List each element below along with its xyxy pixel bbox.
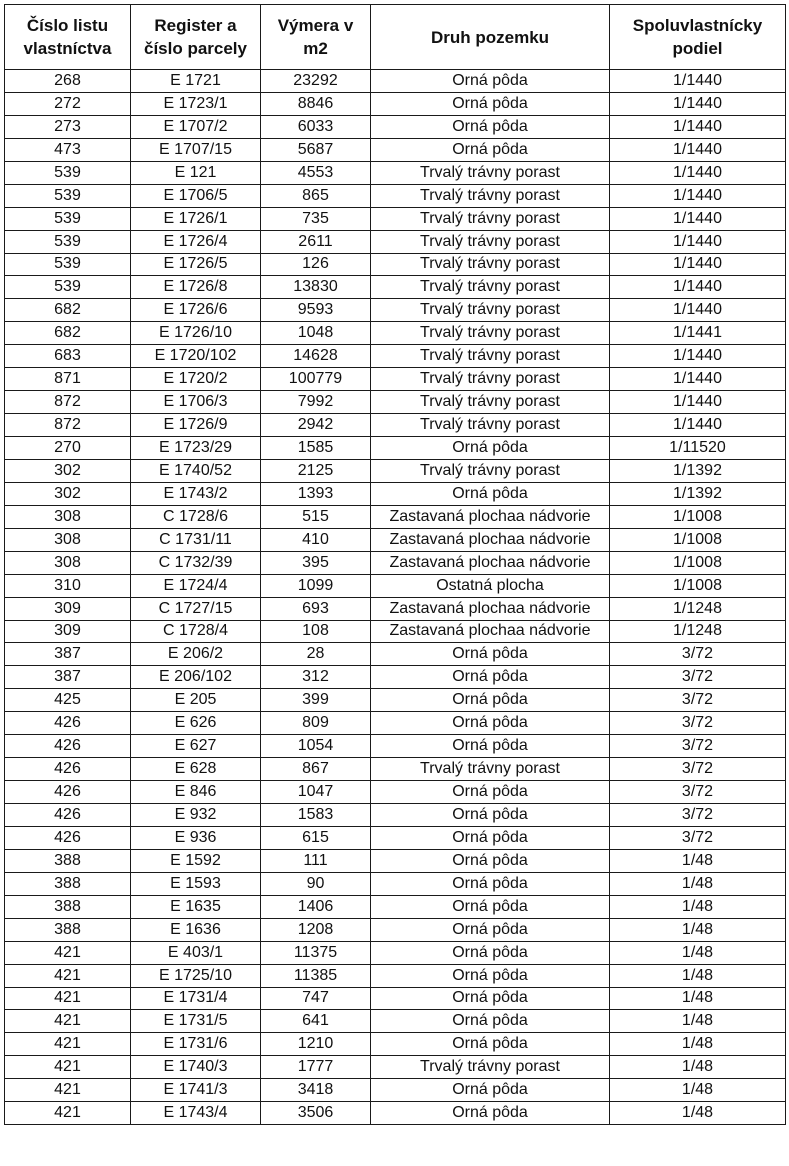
cell-ownership-sheet-number: 309 [5, 597, 131, 620]
cell-area-m2: 1777 [261, 1056, 371, 1079]
cell-land-type: Orná pôda [371, 895, 610, 918]
table-row [5, 70, 786, 93]
cell-co-ownership-share: 3/72 [610, 712, 786, 735]
cell-register-parcel-number: E 205 [131, 689, 261, 712]
cell-ownership-sheet-number: 539 [5, 207, 131, 230]
cell-land-type: Orná pôda [371, 92, 610, 115]
cell-register-parcel-number: C 1731/11 [131, 528, 261, 551]
table-header [5, 5, 786, 70]
cell-area-m2: 1048 [261, 322, 371, 345]
table-row [5, 207, 786, 230]
cell-register-parcel-number: E 1740/52 [131, 459, 261, 482]
cell-land-type: Trvalý trávny porast [371, 758, 610, 781]
cell-co-ownership-share: 1/1441 [610, 322, 786, 345]
cell-register-parcel-number: E 1726/9 [131, 414, 261, 437]
cell-register-parcel-number: E 1635 [131, 895, 261, 918]
cell-co-ownership-share: 1/1008 [610, 574, 786, 597]
cell-register-parcel-number: E 1723/1 [131, 92, 261, 115]
cell-area-m2: 6033 [261, 115, 371, 138]
cell-area-m2: 5687 [261, 138, 371, 161]
cell-register-parcel-number: E 1724/4 [131, 574, 261, 597]
cell-ownership-sheet-number: 872 [5, 414, 131, 437]
header-line: Spoluvlastnícky [632, 16, 763, 35]
cell-register-parcel-number: E 936 [131, 826, 261, 849]
cell-land-type: Orná pôda [371, 849, 610, 872]
table-row [5, 781, 786, 804]
cell-register-parcel-number: C 1728/4 [131, 620, 261, 643]
table-row [5, 437, 786, 460]
cell-register-parcel-number: E 1593 [131, 872, 261, 895]
cell-land-type: Zastavaná plochaa nádvorie [371, 597, 610, 620]
header-line: vlastníctva [23, 39, 112, 58]
cell-land-type: Orná pôda [371, 941, 610, 964]
cell-area-m2: 747 [261, 987, 371, 1010]
cell-land-type: Orná pôda [371, 1079, 610, 1102]
cell-co-ownership-share: 3/72 [610, 689, 786, 712]
cell-land-type: Zastavaná plochaa nádvorie [371, 528, 610, 551]
cell-land-type: Orná pôda [371, 918, 610, 941]
cell-co-ownership-share: 1/48 [610, 1010, 786, 1033]
table-row [5, 620, 786, 643]
table-row [5, 964, 786, 987]
table-row [5, 528, 786, 551]
cell-area-m2: 395 [261, 551, 371, 574]
cell-land-type: Orná pôda [371, 964, 610, 987]
cell-co-ownership-share: 1/48 [610, 872, 786, 895]
parcel-table-container [4, 4, 786, 1125]
cell-ownership-sheet-number: 682 [5, 322, 131, 345]
table-row [5, 138, 786, 161]
cell-register-parcel-number: E 1725/10 [131, 964, 261, 987]
table-row [5, 758, 786, 781]
table-row [5, 872, 786, 895]
parcel-ownership-table [4, 4, 786, 1125]
table-row [5, 804, 786, 827]
table-row [5, 666, 786, 689]
header-land-type [371, 5, 610, 70]
cell-register-parcel-number: E 1636 [131, 918, 261, 941]
table-row [5, 1102, 786, 1125]
cell-ownership-sheet-number: 308 [5, 551, 131, 574]
cell-register-parcel-number: E 627 [131, 735, 261, 758]
cell-register-parcel-number: E 1726/6 [131, 299, 261, 322]
cell-land-type: Zastavaná plochaa nádvorie [371, 620, 610, 643]
cell-ownership-sheet-number: 683 [5, 345, 131, 368]
cell-area-m2: 4553 [261, 161, 371, 184]
cell-land-type: Orná pôda [371, 437, 610, 460]
table-row [5, 895, 786, 918]
cell-co-ownership-share: 1/1440 [610, 368, 786, 391]
cell-co-ownership-share: 1/1440 [610, 115, 786, 138]
header-line: číslo parcely [143, 39, 247, 58]
cell-ownership-sheet-number: 387 [5, 643, 131, 666]
table-row [5, 941, 786, 964]
cell-area-m2: 111 [261, 849, 371, 872]
cell-land-type: Orná pôda [371, 804, 610, 827]
cell-register-parcel-number: E 1741/3 [131, 1079, 261, 1102]
cell-area-m2: 312 [261, 666, 371, 689]
cell-register-parcel-number: E 1740/3 [131, 1056, 261, 1079]
cell-ownership-sheet-number: 387 [5, 666, 131, 689]
header-area-m2 [261, 5, 371, 70]
cell-register-parcel-number: E 1731/6 [131, 1033, 261, 1056]
header-co-ownership-share [610, 5, 786, 70]
cell-ownership-sheet-number: 426 [5, 781, 131, 804]
cell-land-type: Trvalý trávny porast [371, 391, 610, 414]
cell-area-m2: 399 [261, 689, 371, 712]
cell-ownership-sheet-number: 388 [5, 918, 131, 941]
cell-ownership-sheet-number: 308 [5, 528, 131, 551]
cell-co-ownership-share: 1/1440 [610, 70, 786, 93]
cell-land-type: Orná pôda [371, 712, 610, 735]
cell-ownership-sheet-number: 426 [5, 735, 131, 758]
cell-land-type: Trvalý trávny porast [371, 253, 610, 276]
cell-register-parcel-number: E 1723/29 [131, 437, 261, 460]
cell-register-parcel-number: E 1726/5 [131, 253, 261, 276]
cell-ownership-sheet-number: 473 [5, 138, 131, 161]
cell-area-m2: 90 [261, 872, 371, 895]
cell-ownership-sheet-number: 388 [5, 895, 131, 918]
cell-co-ownership-share: 1/1440 [610, 207, 786, 230]
cell-land-type: Orná pôda [371, 115, 610, 138]
table-row [5, 987, 786, 1010]
cell-co-ownership-share: 1/48 [610, 918, 786, 941]
cell-land-type: Orná pôda [371, 1010, 610, 1033]
cell-ownership-sheet-number: 539 [5, 184, 131, 207]
cell-ownership-sheet-number: 388 [5, 849, 131, 872]
table-row [5, 1056, 786, 1079]
cell-register-parcel-number: E 121 [131, 161, 261, 184]
cell-land-type: Orná pôda [371, 781, 610, 804]
cell-register-parcel-number: C 1727/15 [131, 597, 261, 620]
header-ownership-sheet-number [5, 5, 131, 70]
cell-co-ownership-share: 1/48 [610, 1056, 786, 1079]
cell-co-ownership-share: 1/1440 [610, 299, 786, 322]
cell-co-ownership-share: 1/1440 [610, 161, 786, 184]
cell-register-parcel-number: E 1743/2 [131, 482, 261, 505]
cell-area-m2: 641 [261, 1010, 371, 1033]
cell-ownership-sheet-number: 539 [5, 161, 131, 184]
header-line: m2 [303, 39, 328, 58]
cell-register-parcel-number: E 1707/15 [131, 138, 261, 161]
header-line: Číslo listu [26, 16, 109, 35]
cell-ownership-sheet-number: 421 [5, 964, 131, 987]
cell-area-m2: 11375 [261, 941, 371, 964]
cell-ownership-sheet-number: 302 [5, 482, 131, 505]
table-row [5, 299, 786, 322]
cell-ownership-sheet-number: 272 [5, 92, 131, 115]
cell-area-m2: 2611 [261, 230, 371, 253]
cell-co-ownership-share: 1/1008 [610, 528, 786, 551]
table-body [5, 70, 786, 1125]
cell-area-m2: 8846 [261, 92, 371, 115]
header-line: Register a [154, 16, 237, 35]
cell-register-parcel-number: E 1592 [131, 849, 261, 872]
cell-register-parcel-number: C 1728/6 [131, 505, 261, 528]
cell-ownership-sheet-number: 539 [5, 253, 131, 276]
cell-area-m2: 410 [261, 528, 371, 551]
cell-co-ownership-share: 1/1248 [610, 620, 786, 643]
cell-register-parcel-number: E 628 [131, 758, 261, 781]
cell-ownership-sheet-number: 388 [5, 872, 131, 895]
cell-area-m2: 14628 [261, 345, 371, 368]
cell-land-type: Orná pôda [371, 70, 610, 93]
cell-land-type: Orná pôda [371, 1033, 610, 1056]
table-row [5, 551, 786, 574]
cell-register-parcel-number: E 1726/10 [131, 322, 261, 345]
header-line: Druh pozemku [430, 27, 550, 47]
cell-land-type: Trvalý trávny porast [371, 299, 610, 322]
cell-ownership-sheet-number: 308 [5, 505, 131, 528]
cell-ownership-sheet-number: 426 [5, 804, 131, 827]
cell-ownership-sheet-number: 539 [5, 276, 131, 299]
cell-co-ownership-share: 1/1440 [610, 184, 786, 207]
cell-ownership-sheet-number: 421 [5, 1033, 131, 1056]
cell-area-m2: 809 [261, 712, 371, 735]
cell-ownership-sheet-number: 421 [5, 1102, 131, 1125]
cell-ownership-sheet-number: 539 [5, 230, 131, 253]
cell-co-ownership-share: 1/1248 [610, 597, 786, 620]
table-row [5, 161, 786, 184]
header-register-parcel-number [131, 5, 261, 70]
cell-register-parcel-number: E 1707/2 [131, 115, 261, 138]
cell-co-ownership-share: 1/1440 [610, 92, 786, 115]
cell-co-ownership-share: 1/48 [610, 964, 786, 987]
cell-co-ownership-share: 1/1440 [610, 138, 786, 161]
cell-area-m2: 1393 [261, 482, 371, 505]
cell-ownership-sheet-number: 302 [5, 459, 131, 482]
cell-co-ownership-share: 1/1440 [610, 414, 786, 437]
cell-ownership-sheet-number: 872 [5, 391, 131, 414]
cell-area-m2: 100779 [261, 368, 371, 391]
cell-co-ownership-share: 1/1008 [610, 551, 786, 574]
cell-register-parcel-number: E 206/102 [131, 666, 261, 689]
cell-land-type: Orná pôda [371, 1102, 610, 1125]
cell-ownership-sheet-number: 425 [5, 689, 131, 712]
cell-register-parcel-number: E 1743/4 [131, 1102, 261, 1125]
table-row [5, 115, 786, 138]
table-row [5, 826, 786, 849]
table-row [5, 184, 786, 207]
cell-register-parcel-number: E 1720/2 [131, 368, 261, 391]
cell-register-parcel-number: E 626 [131, 712, 261, 735]
cell-register-parcel-number: C 1732/39 [131, 551, 261, 574]
cell-land-type: Trvalý trávny porast [371, 345, 610, 368]
cell-ownership-sheet-number: 421 [5, 1079, 131, 1102]
cell-area-m2: 693 [261, 597, 371, 620]
table-row [5, 459, 786, 482]
cell-land-type: Trvalý trávny porast [371, 459, 610, 482]
table-row [5, 735, 786, 758]
table-row [5, 482, 786, 505]
cell-register-parcel-number: E 1726/8 [131, 276, 261, 299]
cell-land-type: Zastavaná plochaa nádvorie [371, 551, 610, 574]
cell-land-type: Orná pôda [371, 987, 610, 1010]
cell-area-m2: 126 [261, 253, 371, 276]
cell-ownership-sheet-number: 426 [5, 826, 131, 849]
cell-co-ownership-share: 1/48 [610, 1102, 786, 1125]
cell-land-type: Trvalý trávny porast [371, 368, 610, 391]
cell-area-m2: 735 [261, 207, 371, 230]
cell-area-m2: 867 [261, 758, 371, 781]
table-row [5, 712, 786, 735]
cell-co-ownership-share: 1/48 [610, 1033, 786, 1056]
table-row [5, 92, 786, 115]
table-row [5, 414, 786, 437]
cell-register-parcel-number: E 932 [131, 804, 261, 827]
table-row [5, 322, 786, 345]
cell-land-type: Trvalý trávny porast [371, 1056, 610, 1079]
cell-area-m2: 1208 [261, 918, 371, 941]
cell-area-m2: 3418 [261, 1079, 371, 1102]
cell-land-type: Trvalý trávny porast [371, 230, 610, 253]
cell-area-m2: 1047 [261, 781, 371, 804]
cell-co-ownership-share: 1/1440 [610, 276, 786, 299]
table-row [5, 1033, 786, 1056]
cell-area-m2: 1210 [261, 1033, 371, 1056]
table-row [5, 253, 786, 276]
cell-co-ownership-share: 1/48 [610, 941, 786, 964]
cell-ownership-sheet-number: 421 [5, 941, 131, 964]
cell-ownership-sheet-number: 310 [5, 574, 131, 597]
cell-area-m2: 9593 [261, 299, 371, 322]
cell-co-ownership-share: 3/72 [610, 643, 786, 666]
cell-land-type: Orná pôda [371, 689, 610, 712]
cell-co-ownership-share: 1/1008 [610, 505, 786, 528]
cell-area-m2: 1583 [261, 804, 371, 827]
cell-register-parcel-number: E 403/1 [131, 941, 261, 964]
cell-register-parcel-number: E 1706/3 [131, 391, 261, 414]
cell-co-ownership-share: 3/72 [610, 735, 786, 758]
cell-land-type: Orná pôda [371, 482, 610, 505]
cell-co-ownership-share: 3/72 [610, 666, 786, 689]
table-row [5, 230, 786, 253]
cell-land-type: Orná pôda [371, 735, 610, 758]
cell-ownership-sheet-number: 426 [5, 712, 131, 735]
cell-register-parcel-number: E 1731/4 [131, 987, 261, 1010]
cell-land-type: Orná pôda [371, 643, 610, 666]
cell-ownership-sheet-number: 421 [5, 1010, 131, 1033]
table-row [5, 368, 786, 391]
cell-co-ownership-share: 1/1440 [610, 230, 786, 253]
cell-co-ownership-share: 3/72 [610, 826, 786, 849]
cell-register-parcel-number: E 1731/5 [131, 1010, 261, 1033]
cell-ownership-sheet-number: 682 [5, 299, 131, 322]
cell-land-type: Orná pôda [371, 138, 610, 161]
cell-co-ownership-share: 1/1440 [610, 345, 786, 368]
cell-ownership-sheet-number: 421 [5, 1056, 131, 1079]
cell-area-m2: 1054 [261, 735, 371, 758]
cell-register-parcel-number: E 846 [131, 781, 261, 804]
cell-area-m2: 108 [261, 620, 371, 643]
header-line: Výmera v [277, 16, 354, 35]
cell-co-ownership-share: 1/1440 [610, 391, 786, 414]
cell-land-type: Trvalý trávny porast [371, 322, 610, 345]
cell-ownership-sheet-number: 273 [5, 115, 131, 138]
cell-register-parcel-number: E 1726/1 [131, 207, 261, 230]
cell-co-ownership-share: 1/1392 [610, 459, 786, 482]
cell-land-type: Ostatná plocha [371, 574, 610, 597]
cell-area-m2: 7992 [261, 391, 371, 414]
cell-area-m2: 2125 [261, 459, 371, 482]
cell-register-parcel-number: E 206/2 [131, 643, 261, 666]
cell-register-parcel-number: E 1720/102 [131, 345, 261, 368]
table-row [5, 849, 786, 872]
cell-land-type: Trvalý trávny porast [371, 184, 610, 207]
table-row [5, 276, 786, 299]
cell-co-ownership-share: 1/11520 [610, 437, 786, 460]
cell-area-m2: 2942 [261, 414, 371, 437]
cell-area-m2: 3506 [261, 1102, 371, 1125]
table-row [5, 391, 786, 414]
cell-register-parcel-number: E 1721 [131, 70, 261, 93]
cell-ownership-sheet-number: 268 [5, 70, 131, 93]
cell-register-parcel-number: E 1726/4 [131, 230, 261, 253]
cell-area-m2: 1406 [261, 895, 371, 918]
cell-land-type: Trvalý trávny porast [371, 276, 610, 299]
cell-land-type: Zastavaná plochaa nádvorie [371, 505, 610, 528]
cell-area-m2: 13830 [261, 276, 371, 299]
cell-register-parcel-number: E 1706/5 [131, 184, 261, 207]
cell-co-ownership-share: 1/1440 [610, 253, 786, 276]
table-row [5, 345, 786, 368]
cell-ownership-sheet-number: 871 [5, 368, 131, 391]
cell-co-ownership-share: 3/72 [610, 758, 786, 781]
table-row [5, 918, 786, 941]
table-row [5, 574, 786, 597]
cell-land-type: Orná pôda [371, 666, 610, 689]
cell-area-m2: 28 [261, 643, 371, 666]
cell-land-type: Trvalý trávny porast [371, 161, 610, 184]
cell-area-m2: 515 [261, 505, 371, 528]
cell-area-m2: 865 [261, 184, 371, 207]
cell-ownership-sheet-number: 426 [5, 758, 131, 781]
cell-area-m2: 1099 [261, 574, 371, 597]
table-row [5, 643, 786, 666]
cell-co-ownership-share: 1/1392 [610, 482, 786, 505]
header-row [5, 5, 786, 70]
table-row [5, 597, 786, 620]
cell-land-type: Trvalý trávny porast [371, 207, 610, 230]
cell-ownership-sheet-number: 309 [5, 620, 131, 643]
table-row [5, 689, 786, 712]
cell-co-ownership-share: 1/48 [610, 895, 786, 918]
cell-land-type: Orná pôda [371, 826, 610, 849]
table-row [5, 1010, 786, 1033]
cell-co-ownership-share: 3/72 [610, 781, 786, 804]
cell-co-ownership-share: 1/48 [610, 849, 786, 872]
cell-area-m2: 615 [261, 826, 371, 849]
cell-land-type: Trvalý trávny porast [371, 414, 610, 437]
table-row [5, 505, 786, 528]
cell-ownership-sheet-number: 270 [5, 437, 131, 460]
cell-area-m2: 1585 [261, 437, 371, 460]
cell-co-ownership-share: 3/72 [610, 804, 786, 827]
cell-land-type: Orná pôda [371, 872, 610, 895]
table-row [5, 1079, 786, 1102]
cell-area-m2: 23292 [261, 70, 371, 93]
cell-ownership-sheet-number: 421 [5, 987, 131, 1010]
cell-area-m2: 11385 [261, 964, 371, 987]
cell-co-ownership-share: 1/48 [610, 987, 786, 1010]
cell-co-ownership-share: 1/48 [610, 1079, 786, 1102]
header-line: podiel [672, 39, 723, 58]
